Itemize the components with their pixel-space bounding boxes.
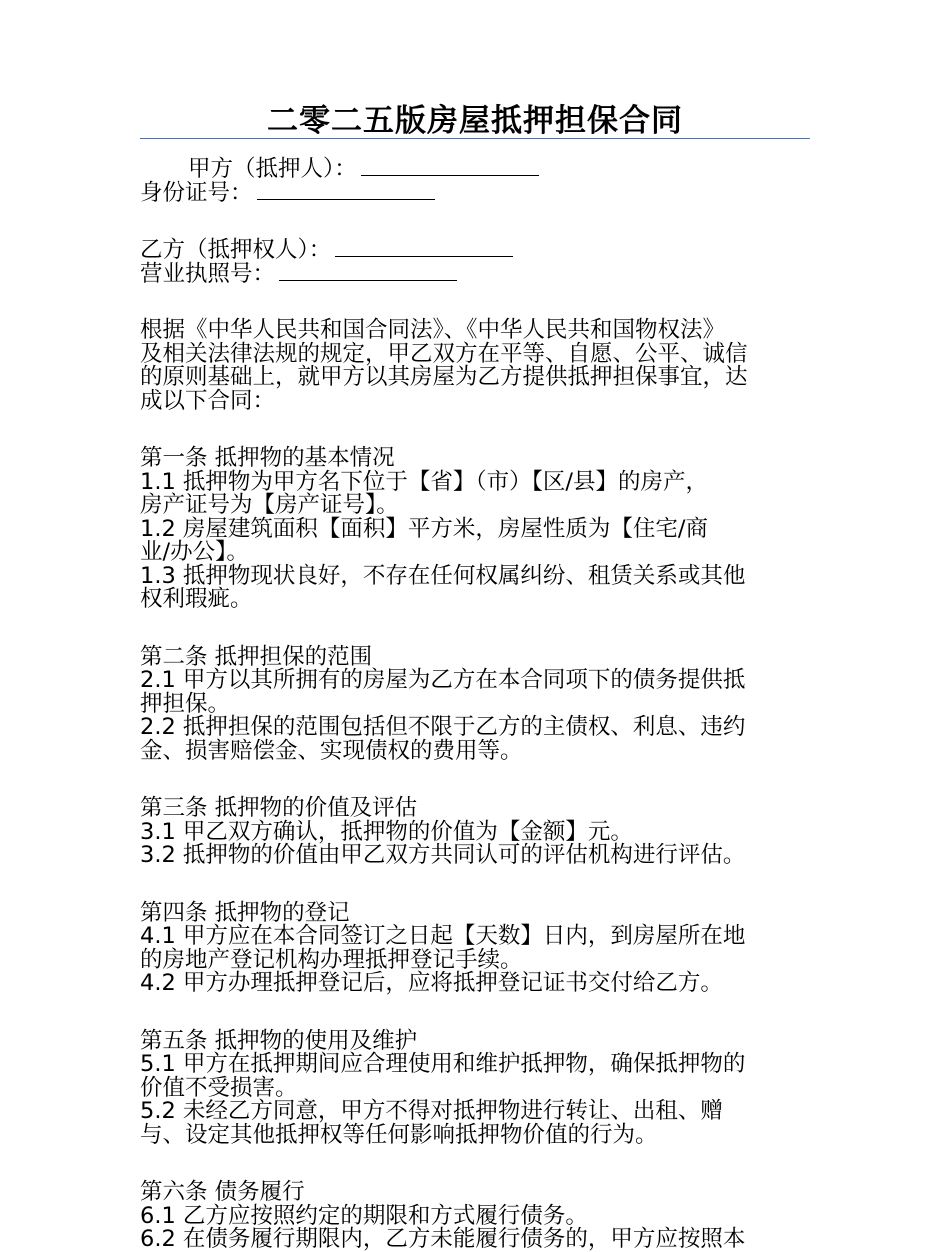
article-line: 业/办公】。 (140, 539, 249, 565)
document-title: 二零二五版房屋抵押担保合同 (267, 103, 683, 139)
article-line: 4.2 甲方办理抵押登记后，应将抵押登记证书交付给乙方。 (140, 970, 723, 996)
article-heading: 第一条 抵押物的基本情况 (140, 445, 395, 471)
contract-body (140, 157, 812, 1252)
article-line: 权利瑕疵。 (140, 586, 253, 612)
article-line: 的房地产登记机构办理抵押登记手续。 (140, 946, 523, 973)
party-b-label: 乙方（抵押权人）： (140, 237, 332, 263)
party-b-blank (335, 238, 513, 257)
article-line: 1.3 抵押物现状良好，不存在任何权属纠纷、租赁关系或其他 (140, 562, 746, 589)
party-b-license-blank (279, 262, 457, 281)
article-line: 2.2 抵押担保的范围包括但不限于乙方的主债权、利息、违约 (140, 714, 746, 740)
article-line: 1.1 抵押物为甲方名下位于【省】（市）【区/县】的房产， (140, 468, 709, 495)
article-line: 6.1 乙方应按照约定的期限和方式履行债务。 (140, 1202, 588, 1229)
preamble-line: 及相关法律法规的规定，甲乙双方在平等、自愿、公平、诚信 (140, 340, 748, 367)
article-heading: 第四条 抵押物的登记 (140, 899, 350, 926)
article-heading: 第六条 债务履行 (140, 1179, 305, 1205)
article-line: 5.2 未经乙方同意，甲方不得对抵押物进行转让、出租、赠 (140, 1098, 723, 1124)
party-a-blank (361, 157, 539, 176)
article-line: 金、损害赔偿金、实现债权的费用等。 (140, 737, 523, 764)
article-line: 押担保。 (140, 690, 231, 717)
article-line: 2.1 甲方以其所拥有的房屋为乙方在本合同项下的债务提供抵 (140, 667, 746, 693)
article-heading: 第二条 抵押担保的范围 (140, 643, 373, 670)
article-line: 房产证号为【房产证号】。 (140, 492, 399, 518)
title-underline (140, 138, 810, 139)
article-line: 3.2 抵押物的价值由甲乙双方共同认可的评估机构进行评估。 (140, 842, 746, 868)
party-b-line (140, 238, 812, 262)
preamble-line: 成以下合同： (140, 387, 276, 414)
article-line: 价值不受损害。 (140, 1074, 298, 1101)
party-a-id-blank (257, 181, 435, 200)
article-line: 6.2 在债务履行期限内，乙方未能履行债务的，甲方应按照本 (140, 1226, 746, 1252)
article-line: 4.1 甲方应在本合同签订之日起【天数】日内，到房屋所在地 (140, 923, 746, 949)
party-a-line (140, 157, 812, 181)
article-line: 3.1 甲乙双方确认，抵押物的价值为【金额】元。 (140, 818, 633, 845)
party-a-id-line (140, 181, 812, 205)
article-heading: 第三条 抵押物的价值及评估 (140, 795, 418, 821)
party-b-license-line (140, 262, 812, 286)
party-a-label: 甲方（抵押人）： (188, 156, 357, 182)
article-line: 1.2 房屋建筑面积【面积】平方米，房屋性质为【住宅/商 (140, 515, 709, 542)
preamble-line: 根据《中华人民共和国合同法》、《中华人民共和国物权法》 (140, 317, 726, 343)
article-line: 与、设定其他抵押权等任何影响抵押物价值的行为。 (140, 1121, 658, 1148)
party-a-id-label: 身份证号： (140, 179, 253, 206)
article-heading: 第五条 抵押物的使用及维护 (140, 1027, 418, 1054)
preamble-line: 的原则基础上，就甲方以其房屋为乙方提供抵押担保事宜，达 (140, 364, 748, 390)
article-line: 5.1 甲方在抵押期间应合理使用和维护抵押物，确保抵押物的 (140, 1051, 746, 1077)
party-b-license-label: 营业执照号： (140, 260, 276, 287)
